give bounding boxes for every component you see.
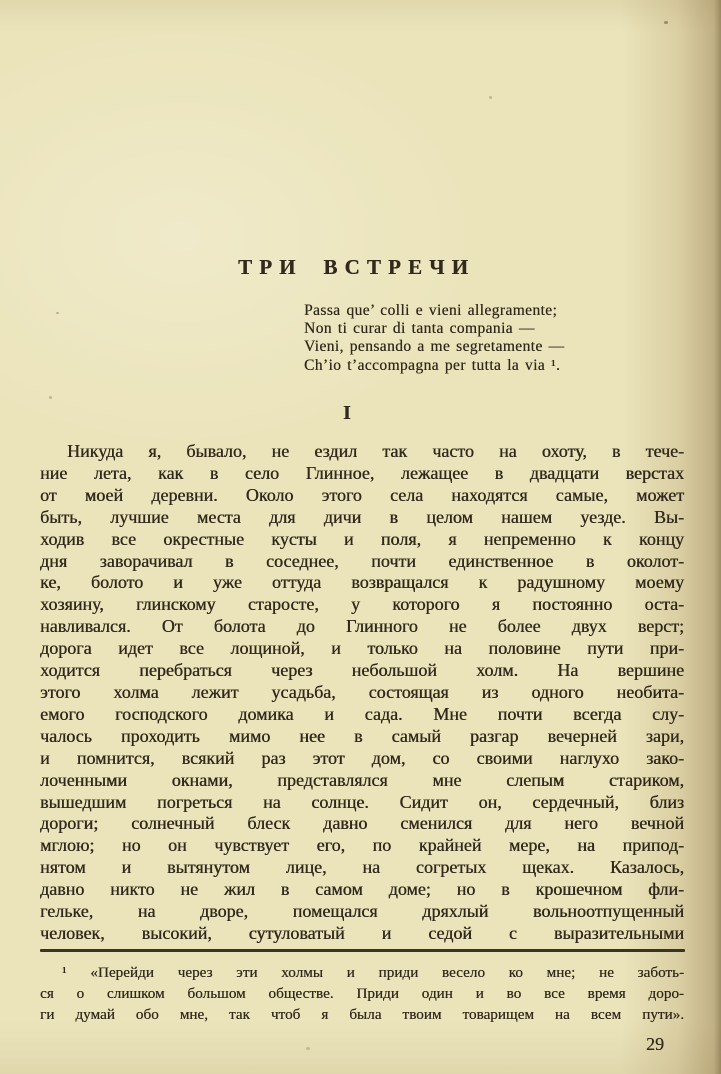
body-text-line: чалось проходить мимо нее в самый разгар вечерней зари, xyxy=(40,725,684,746)
body-text-line: ние лета, как в село Глинное, лежащее в двадцати верстах xyxy=(40,462,684,483)
body-text-line: Никуда я, бывало, не ездил так часто на охоту, в тече- xyxy=(67,441,684,461)
body-text-line: нятом и вытянутом лице, на согретых щеках. Казалось, xyxy=(40,857,684,878)
body-text-line: ке, болото и уже оттуда возвращался к радушному моему xyxy=(40,572,684,593)
body-text-line: ходив все окрестные кусты и поля, я непременно к концу xyxy=(40,528,684,549)
body-text-line: человек, высокий, сутуловатый и седой с выразительными xyxy=(40,922,684,943)
body-text-line: навливался. От болота до Глинного не более двух верст; xyxy=(40,616,684,637)
paper-speck xyxy=(49,396,52,399)
footnote-line: ¹ «Перейди через эти холмы и приди весело ко мне; не заботь- xyxy=(62,964,684,981)
body-text-line: давно никто не жил в самом доме; но в крошечном фли- xyxy=(40,879,684,900)
body-text-line: вышедшим погреться на солнце. Сидит он, сердечный, близ xyxy=(40,791,684,812)
body-text-line: этого холма лежит усадьба, состоящая из одного необита- xyxy=(40,681,684,702)
footnote-line: ся о слишком большом обществе. Приди один и во все время доро- xyxy=(40,985,684,1002)
epigraph-line: Non ti curar di tanta compania — xyxy=(304,320,535,338)
footnote-divider xyxy=(40,949,685,952)
body-text-line: мглою; но он чувствует его, по крайней мере, на припод- xyxy=(40,835,684,856)
body-text-line: хозяину, глинскому старосте, у которого я постоянно оста- xyxy=(40,594,684,615)
page-number: 29 xyxy=(646,1034,664,1054)
body-text-line: лоченными окнами, представлялся мне слепым стариком, xyxy=(40,769,684,790)
body-text-line: от моей деревни. Около этого села находятся самые, может xyxy=(40,484,684,505)
body-text xyxy=(40,441,684,945)
chapter-numeral: I xyxy=(343,402,351,424)
epigraph-line: Passa que’ colli e vieni allegramente; xyxy=(304,302,558,319)
story-title: ТРИ ВСТРЕЧИ xyxy=(238,255,476,279)
paper-speck xyxy=(306,1047,310,1050)
body-text-line: гельке, на дворе, помещался дряхлый вольноотпущенный xyxy=(40,901,684,922)
body-text-line: ходится перебраться через небольшой холм. На вершине xyxy=(40,660,684,681)
epigraph xyxy=(304,302,654,375)
footnote xyxy=(40,962,684,1025)
epigraph-line: Vieni, pensando a me segretamente — xyxy=(304,338,565,356)
footnote-line: ги думай обо мне, так чтоб я была твоим товарищем на всем пути». xyxy=(40,1006,684,1023)
body-text-line: дороги; солнечный блеск давно сменился для него вечной xyxy=(40,813,684,834)
paper-speck xyxy=(664,21,668,24)
body-text-line: емого господского домика и сада. Мне почти всегда слу- xyxy=(40,703,684,724)
body-text-line: дня заворачивал в соседнее, почти единственное в околот- xyxy=(40,550,684,571)
body-text-line: и помнится, всякий раз этот дом, со своими наглухо зако- xyxy=(40,747,684,768)
paper-speck xyxy=(489,96,492,99)
body-text-line: быть, лучшие места для дичи в целом нашем уезде. Вы- xyxy=(40,506,684,527)
paper-speck xyxy=(56,312,59,314)
body-text-line: дорога идет все лощиной, и только на половине пути при- xyxy=(40,638,684,659)
epigraph-line: Ch’io t’accompagna per tutta la via ¹. xyxy=(304,356,561,374)
